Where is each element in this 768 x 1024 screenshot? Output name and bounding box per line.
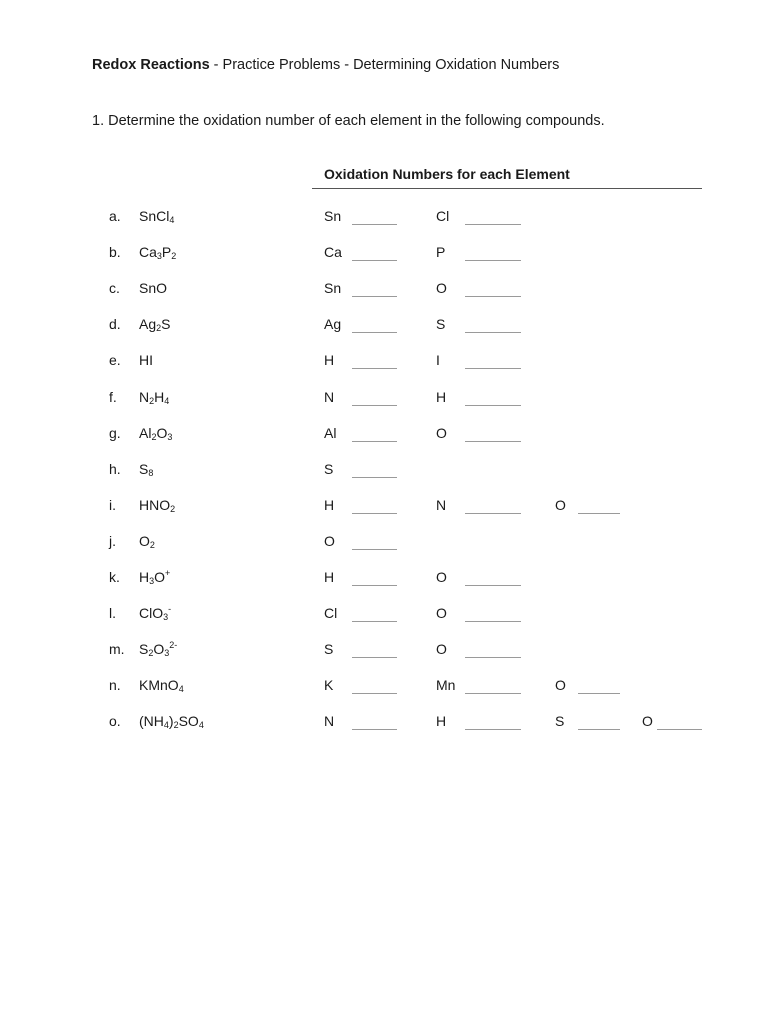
element-symbol: Mn [436,677,456,694]
answer-blank[interactable] [352,477,397,478]
compound-row [0,497,768,517]
answer-blank[interactable] [352,657,397,658]
compound-formula: $S_2O_3^{2-}$ [139,640,178,659]
answer-blank[interactable] [465,260,521,261]
answer-blank[interactable] [352,585,397,586]
element-symbol: S [324,641,334,658]
element-symbol: Ca [324,244,342,261]
answer-blank[interactable] [352,441,397,442]
answer-blank[interactable] [465,513,521,514]
answer-blank[interactable] [578,693,620,694]
compound-formula: $S_8$ [139,460,154,478]
element-symbol: S [324,460,334,477]
compound-row [0,280,768,300]
compound-row [0,605,768,625]
item-letter: d. [109,316,121,333]
answer-blank[interactable] [578,729,620,730]
item-letter: h. [109,460,121,477]
compound-formula: SnO [139,280,168,297]
table-header: Oxidation Numbers for each Element [324,166,570,182]
compound-row [0,389,768,409]
item-letter: o. [109,713,121,730]
compound-row [0,641,768,661]
item-letter: k. [109,569,120,585]
answer-blank[interactable] [657,729,702,730]
element-symbol: O [555,496,566,513]
answer-blank[interactable] [352,368,397,369]
element-symbol: O [436,605,447,622]
element-symbol: N [324,713,335,730]
compound-row [0,569,768,589]
answer-blank[interactable] [465,729,521,730]
item-letter: j. [109,532,116,549]
answer-blank[interactable] [352,260,397,261]
compound-formula: $N_2H_4$ [139,388,170,406]
element-symbol: H [436,388,447,405]
compound-row [0,461,768,481]
element-symbol: O [436,641,447,658]
compound-formula: $Ag_2S$ [139,316,171,334]
element-symbol: O [324,532,335,549]
element-symbol: Sn [324,280,342,297]
compound-formula: $Al_2O_3$ [139,424,173,442]
answer-blank[interactable] [465,585,521,586]
compound-formula: $O_2$ [139,532,155,550]
compound-formula: KMnO$_4$ [139,677,184,695]
element-symbol: H [324,352,335,369]
element-symbol: Sn [324,208,342,224]
element-symbol: O [555,677,566,694]
question-instruction: 1. Determine the oxidation number of each element in the following compounds. [92,113,605,129]
item-letter: b. [109,244,121,261]
answer-blank[interactable] [352,621,397,622]
item-letter: f. [109,388,117,405]
answer-blank[interactable] [465,657,521,658]
item-letter: l. [109,605,116,622]
answer-blank[interactable] [352,549,397,550]
answer-blank[interactable] [465,332,521,333]
answer-blank[interactable] [352,296,397,297]
item-letter: c. [109,280,120,297]
answer-blank[interactable] [352,405,397,406]
element-symbol: Cl [324,605,338,622]
compound-row [0,713,768,733]
element-symbol: S [436,316,446,333]
element-symbol: K [324,677,334,694]
compound-formula: SnCl$_4$ [139,208,175,225]
item-letter: m. [109,641,125,658]
element-symbol: Al [324,424,337,441]
compound-row [0,316,768,336]
title-topic: Redox Reactions [92,57,210,73]
item-letter: g. [109,424,121,441]
header-rule [312,188,702,189]
element-symbol: H [436,713,447,730]
element-symbol: O [436,424,447,441]
element-symbol: Ag [324,316,342,333]
element-symbol: N [324,388,335,405]
answer-blank[interactable] [465,405,521,406]
compound-formula: $HNO_2$ [139,496,176,514]
item-letter: e. [109,352,121,369]
item-letter: n. [109,677,121,694]
element-symbol: O [436,280,447,297]
compound-row [0,208,768,228]
answer-blank[interactable] [578,513,620,514]
answer-blank[interactable] [465,693,521,694]
compound-row [0,677,768,697]
title-subtitle: - Practice Problems - Determining Oxidation Numbers [209,57,560,73]
answer-blank[interactable] [465,224,521,225]
compound-row [0,244,768,264]
compound-row [0,352,768,372]
item-letter: i. [109,496,116,513]
compound-formula: $Ca_3P_2$ [139,244,177,262]
compound-formula: HI [139,352,153,369]
compound-formula: $H_3O^+$ [139,568,171,586]
element-symbol: H [324,569,335,585]
element-symbol: O [642,713,653,730]
answer-blank[interactable] [352,224,397,225]
answer-blank[interactable] [465,621,521,622]
element-symbol: H [324,496,335,513]
element-symbol: I [436,352,440,369]
answer-blank[interactable] [352,332,397,333]
element-symbol: O [436,569,447,585]
compound-formula: $(NH_4)_2SO_4$ [139,713,204,731]
worksheet-title [92,57,559,73]
answer-blank[interactable] [465,441,521,442]
answer-blank[interactable] [352,513,397,514]
compound-row [0,425,768,445]
answer-blank[interactable] [352,693,397,694]
compound-formula: ClO$_3$- [139,604,172,623]
answer-blank[interactable] [465,368,521,369]
compound-row [0,533,768,553]
answer-blank[interactable] [465,296,521,297]
element-symbol: Cl [436,208,450,224]
answer-blank[interactable] [352,729,397,730]
element-symbol: N [436,496,447,513]
element-symbol: S [555,713,565,730]
element-symbol: P [436,244,446,261]
item-letter: a. [109,208,121,224]
